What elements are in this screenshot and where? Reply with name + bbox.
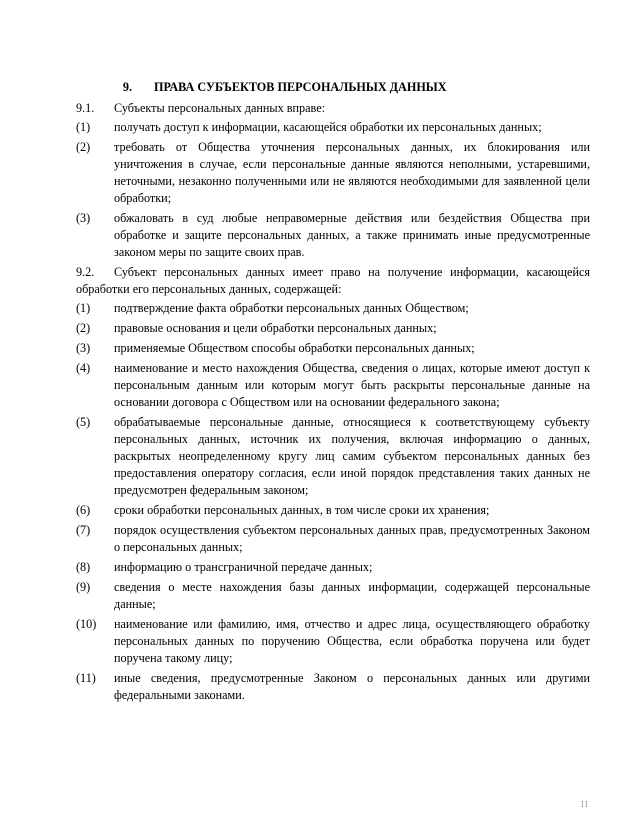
list-item-text: иные сведения, предусмотренные Законом о персональных данных или другими федеральными законами. [114, 671, 590, 702]
clause-number: 9.2. [76, 265, 95, 279]
list-item-text: получать доступ к информации, касающейся обработки их персональных данных; [114, 120, 542, 134]
list-item-number: (5) [76, 415, 91, 429]
section-heading [76, 79, 590, 96]
document-body [76, 79, 590, 707]
list-item [76, 616, 590, 667]
clause-9-2 [76, 264, 590, 298]
list-item [76, 300, 590, 317]
list-item-text: порядок осуществления субъектом персональных данных прав, предусмотренных Законом о персональных данных; [114, 523, 590, 554]
list-item-text: информацию о трансграничной передаче данных; [114, 560, 373, 574]
list-item-text: наименование или фамилию, имя, отчество и адрес лица, осуществляющего обработку персональных данных по поручению Общества, если обработка поручена или будет поручена такому лицу; [114, 617, 590, 665]
list-item-text: сведения о месте нахождения базы данных информации, содержащей персональные данные; [114, 580, 590, 611]
list-item [76, 522, 590, 556]
list-item-number: (2) [76, 321, 91, 335]
list-item-number: (10) [76, 617, 97, 631]
clause-9-1 [76, 100, 590, 117]
list-item [76, 139, 590, 207]
list-item-number: (3) [76, 211, 91, 225]
list-item-number: (1) [76, 120, 91, 134]
list-item-number: (4) [76, 361, 91, 375]
list-item-number: (3) [76, 341, 91, 355]
list-item-number: (1) [76, 301, 91, 315]
list-item [76, 579, 590, 613]
list-item-number: (2) [76, 140, 91, 154]
section-title: ПРАВА СУБЪЕКТОВ ПЕРСОНАЛЬНЫХ ДАННЫХ [154, 80, 447, 94]
list-item-text: обрабатываемые персональные данные, относящиеся к соответствующему субъекту персональных данных, источник их получения, включая информацию о данных, раскрытых неопределенному кругу лиц самим субъектом персональных данных без предоставления оператору согласия, если иной порядок представления таких данных не предусмотрен федеральным законом; [114, 415, 590, 497]
list-item [76, 360, 590, 411]
section-number: 9. [122, 80, 132, 94]
list-item-number: (11) [76, 671, 96, 685]
list-item-text: требовать от Общества уточнения персональных данных, их блокирования или уничтожения в случае, если персональные данные являются неполными, устаревшими, неточными, незаконно полученными или не являются необходимыми для заявленной цели обработки; [114, 140, 590, 205]
list-item [76, 559, 590, 576]
list-item-text: правовые основания и цели обработки персональных данных; [114, 321, 437, 335]
list-item [76, 119, 590, 136]
clause-text: Субъект персональных данных имеет право на получение информации, касающейся обработки его персональных данных, содержащей: [76, 265, 590, 296]
list-item-text: подтверждение факта обработки персональных данных Обществом; [114, 301, 469, 315]
list-item-text: наименование и место нахождения Общества, сведения о лицах, которые имеют доступ к персональным данным или которым могут быть раскрыты персональные данные на основании договора с Обществом или на основании федерального закона; [114, 361, 590, 409]
list-item-text: сроки обработки персональных данных, в том числе сроки их хранения; [114, 503, 490, 517]
clause-number: 9.1. [76, 101, 95, 115]
list-item [76, 414, 590, 499]
list-item [76, 502, 590, 519]
list-item-text: обжаловать в суд любые неправомерные действия или бездействия Общества при обработке и защите персональных данных, а также принимать иные предусмотренные законом меры по защите своих прав. [114, 211, 590, 259]
list-item [76, 340, 590, 357]
list-item [76, 320, 590, 337]
clause-text: Субъекты персональных данных вправе: [114, 101, 325, 115]
list-item-number: (8) [76, 560, 91, 574]
list-item-number: (6) [76, 503, 91, 517]
list-item [76, 210, 590, 261]
page-number: 11 [580, 799, 589, 809]
list-item-text: применяемые Обществом способы обработки персональных данных; [114, 341, 475, 355]
list-item [76, 670, 590, 704]
list-item-number: (9) [76, 580, 91, 594]
list-item-number: (7) [76, 523, 91, 537]
